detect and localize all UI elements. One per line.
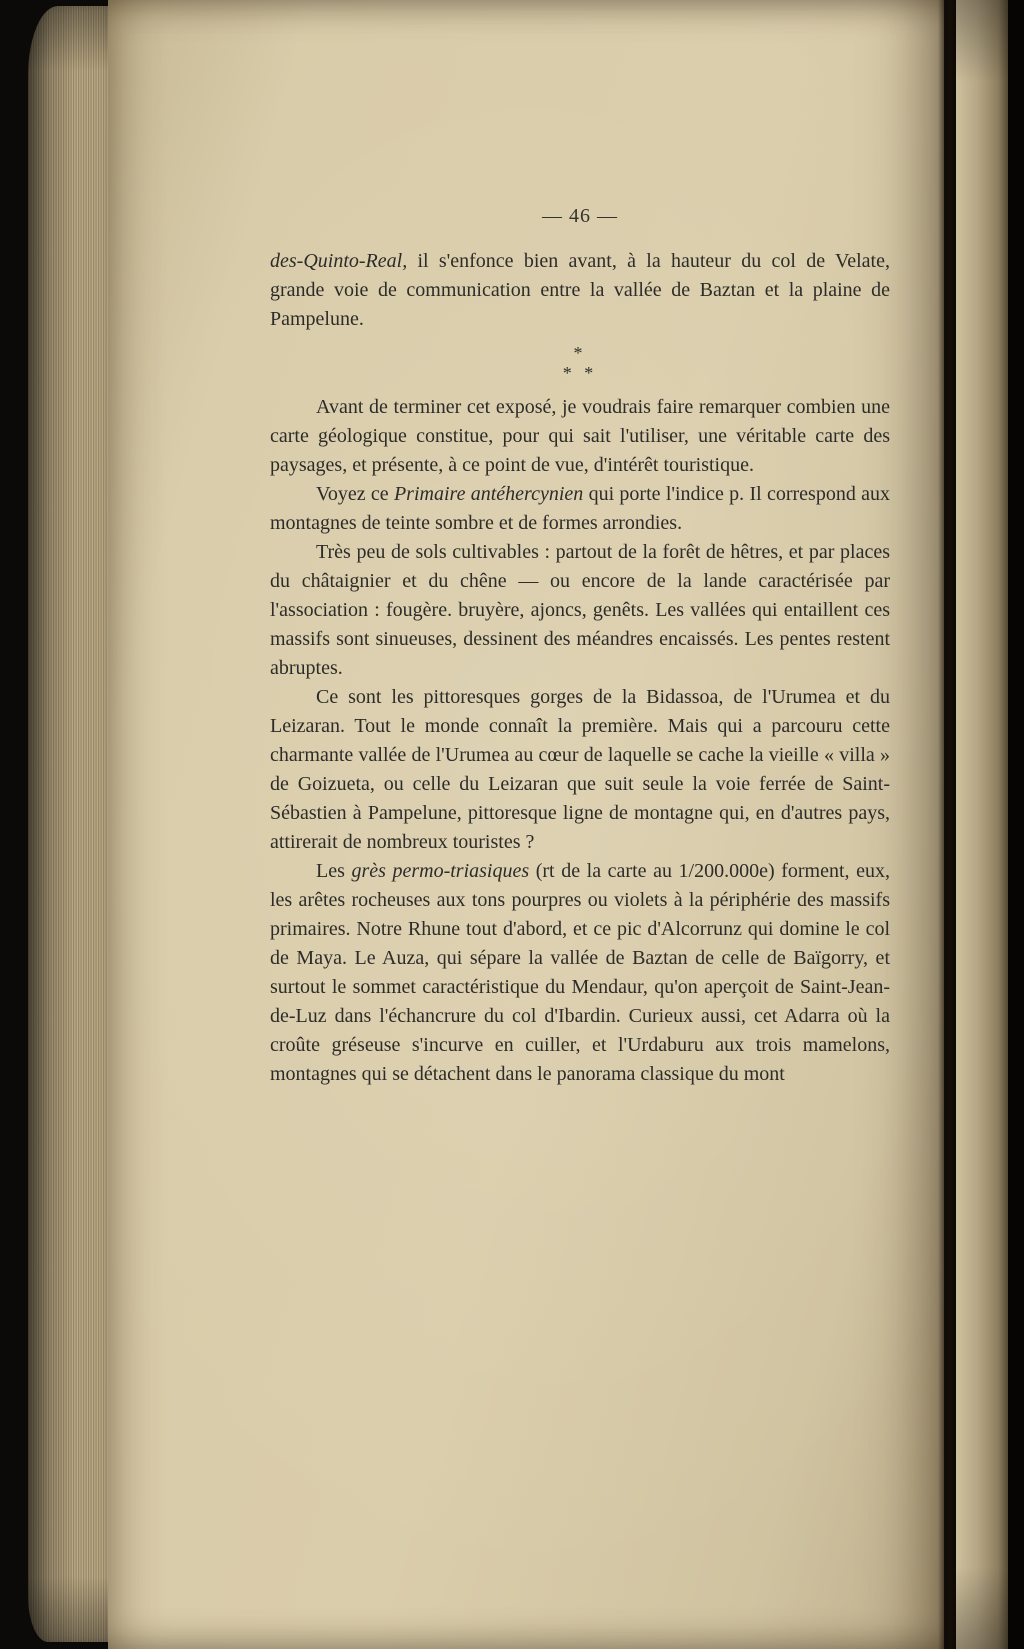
text-run: qui porte l'indice p. Il correspond aux montagnes de teinte sombre et de formes arrondies. [270, 483, 890, 534]
text-flow [270, 247, 890, 1089]
text-run-italic: des-Quinto-Real, [270, 250, 408, 272]
text-run-italic: grès permo-triasiques [351, 860, 530, 882]
text-run-italic: Primaire antéhercynien [393, 483, 584, 505]
text-run: Les [316, 860, 352, 882]
paragraph [270, 683, 890, 857]
paragraph [270, 393, 890, 480]
text-run: Ce sont les pittoresques gorges de la Bidassoa, de l'Urumea et du Leizaran. Tout le monde connaît la première. Mais qui a parcouru cette charmante vallée de l'Urumea au cœur de laquelle se cache la vieille « villa » de Goizueta, ou celle du Leizaran que suit seule la voie ferrée de Saint-Sébastien à Pampelune, pittoresque ligne de montagne qui, en d'autres pays, attirerait de nombreux touristes ? [270, 686, 890, 853]
paragraph [270, 857, 890, 1089]
text-run: Très peu de sols cultivables : partout de la forêt de hêtres, et par places du châtaignier et du chêne — ou encore de la lande caractérisée par l'association : fougère. bruyère, ajoncs, genêts. Les vallées qui entaillent ces massifs sont sinueuses, dessinent des méandres encaissés. Les pentes restent abruptes. [270, 541, 890, 679]
asterism [270, 343, 890, 383]
book-page [108, 0, 944, 1649]
text-run: Avant de terminer cet exposé, je voudrais faire remarquer combien une carte géologique constitue, pour qui sait l'utiliser, une véritable carte des paysages, et présente, à ce point de vue, d'intérêt touristique. [270, 396, 890, 476]
text-run: il s'enfonce bien avant, à la hauteur du col de Velate, grande voie de communication entre la vallée de Baztan et la plaine de Pampelune. [270, 250, 890, 330]
text-run: Voyez ce [316, 483, 394, 505]
paragraph [270, 247, 890, 334]
right-black-edge [1008, 0, 1024, 1649]
page-number: — 46 — [542, 205, 618, 227]
asterism-line: * [573, 343, 587, 363]
text-run: (rt de la carte au 1/200.000e) forment, eux, les arêtes rocheuses aux tons pourpres ou violets à la périphérie des massifs primaires. Notre Rhune tout d'abord, et ce pic d'Alcorrunz qui domine le col de Maya. Le Auza, qui sépare la vallée de Baztan de celle de Baïgorry, et surtout le sommet caractéristique du Mendaur, qu'on aperçoit de Saint-Jean-de-Luz dans l'échancrure du col d'Ibardin. Curieux aussi, cet Adarra où la croûte gréseuse s'incurve en cuiller, et l'Urdaburu aux trois mamelons, montagnes qui se détachent dans le panorama classique du mont [270, 860, 890, 1085]
paragraph [270, 538, 890, 683]
paragraph [270, 480, 890, 538]
next-page-sliver [956, 0, 1010, 1649]
page-edge-stack [28, 6, 114, 1642]
asterism-line: * * [562, 363, 598, 383]
